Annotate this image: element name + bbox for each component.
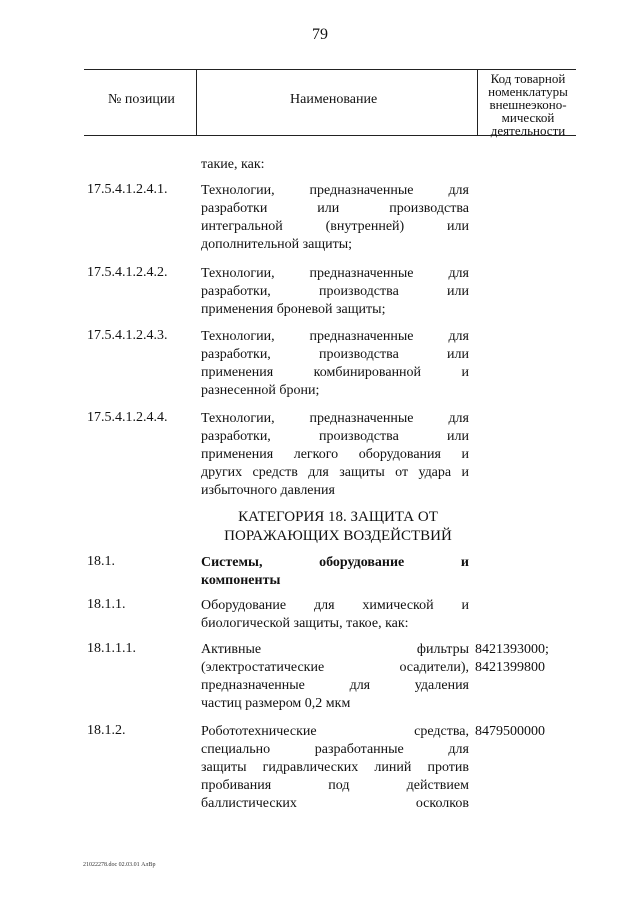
position-number: 17.5.4.1.2.4.2. xyxy=(87,265,168,280)
name-line: Технологии, предназначенные для xyxy=(201,329,469,344)
name-line: предназначенные для удаления xyxy=(201,678,469,693)
name-line: применения легкого оборудования и xyxy=(201,447,469,462)
header-top-rule xyxy=(84,69,576,70)
item-name xyxy=(201,265,469,319)
name-line: Технологии, предназначенные для xyxy=(201,266,469,281)
code-line: 8421399800 xyxy=(475,660,545,675)
item-name xyxy=(201,641,469,713)
name-line: Робототехнические средства, xyxy=(201,724,469,739)
name-line: Технологии, предназначенные для xyxy=(201,183,469,198)
header-divider-left xyxy=(196,69,197,136)
code-line: 8421393000; xyxy=(475,642,549,657)
name-line: разработки или производства xyxy=(201,201,469,216)
name-line: разнесенной брони; xyxy=(201,383,320,398)
header-name: Наименование xyxy=(290,92,378,107)
header-code-line: деятельности xyxy=(490,123,566,138)
category-heading xyxy=(200,508,476,546)
header-code xyxy=(480,72,576,137)
name-line: частиц размером 0,2 мкм xyxy=(201,696,351,711)
code-line: 8479500000 xyxy=(475,724,545,739)
commodity-code xyxy=(475,723,545,741)
item-name xyxy=(201,597,469,633)
name-line: Технологии, предназначенные для xyxy=(201,411,469,426)
name-line: применения комбинированной и xyxy=(201,365,469,380)
name-line: применения броневой защиты; xyxy=(201,302,386,317)
position-number: 17.5.4.1.2.4.4. xyxy=(87,410,168,425)
item-name xyxy=(201,554,469,590)
position-number: 17.5.4.1.2.4.1. xyxy=(87,182,168,197)
header-divider-right xyxy=(477,69,478,136)
name-line: интегральной (внутренней) или xyxy=(201,219,469,234)
name-line: разработки, производства или xyxy=(201,284,469,299)
name-line: (электростатические осадители), xyxy=(201,660,469,675)
position-number: 18.1.1.1. xyxy=(87,641,136,656)
name-line: специально разработанные для xyxy=(201,742,469,757)
name-line: компоненты xyxy=(201,573,281,588)
header-code-line: Код товарной xyxy=(490,71,566,86)
name-line: избыточного давления xyxy=(201,483,335,498)
header-code-line: номенклатуры xyxy=(488,84,568,99)
commodity-code xyxy=(475,641,549,677)
document-footer: 21022278.doc 02.03.01 АлВр xyxy=(83,862,156,868)
category-line: КАТЕГОРИЯ 18. ЗАЩИТА ОТ xyxy=(238,509,438,525)
name-line: разработки, производства или xyxy=(201,429,469,444)
name-line: Активные фильтры xyxy=(201,642,469,657)
name-line: Оборудование для химической и xyxy=(201,598,469,613)
name-line: Системы, оборудование и xyxy=(201,555,469,570)
name-line: других средств для защиты от удара и xyxy=(201,465,469,480)
header-position: № позиции xyxy=(108,92,175,107)
category-line: ПОРАЖАЮЩИХ ВОЗДЕЙСТВИЙ xyxy=(224,528,452,544)
item-name xyxy=(201,723,469,813)
name-line: пробивания под действием xyxy=(201,778,469,793)
position-number: 17.5.4.1.2.4.3. xyxy=(87,328,168,343)
position-number: 18.1. xyxy=(87,554,115,569)
item-name xyxy=(201,328,469,400)
item-name xyxy=(201,410,469,500)
continuation-text: такие, как: xyxy=(201,157,265,172)
position-number: 18.1.2. xyxy=(87,723,126,738)
name-line: защиты гидравлических линий против xyxy=(201,760,469,775)
header-code-line: внешнеэконо- xyxy=(489,97,567,112)
item-name xyxy=(201,182,469,254)
name-line: разработки, производства или xyxy=(201,347,469,362)
header-code-line: мической xyxy=(501,110,555,125)
name-line: дополнительной защиты; xyxy=(201,237,353,252)
position-number: 18.1.1. xyxy=(87,597,126,612)
name-line: баллистических осколков xyxy=(201,796,469,811)
page-number: 79 xyxy=(312,26,328,43)
name-line: биологической защиты, такое, как: xyxy=(201,616,409,631)
